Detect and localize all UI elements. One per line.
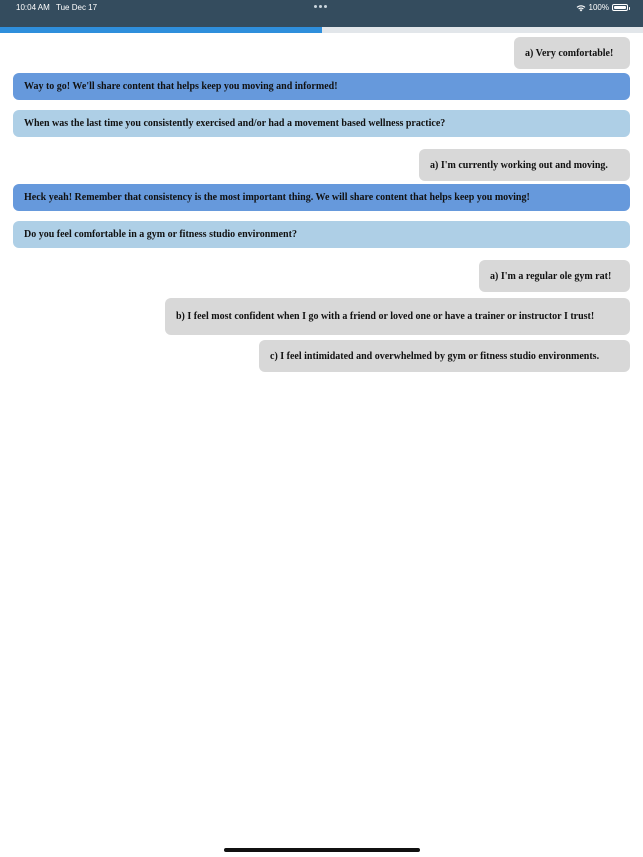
multitasking-dots-icon[interactable] xyxy=(314,3,327,8)
chat-message-text: a) I'm currently working out and moving. xyxy=(430,159,608,171)
home-indicator[interactable] xyxy=(224,848,420,852)
answer-option-a[interactable] xyxy=(479,260,630,292)
answer-option-c[interactable] xyxy=(259,340,630,372)
chat-message-text: When was the last time you consistently exercised and/or had a movement based wellness practice? xyxy=(24,118,446,129)
progress-bar xyxy=(0,27,643,33)
chat-message-reply xyxy=(13,184,630,211)
answer-option-text: c) I feel intimidated and overwhelmed by gym or fitness studio environments. xyxy=(270,350,600,362)
chat-message-response xyxy=(514,37,630,69)
chat-message-text: Do you feel comfortable in a gym or fitness studio environment? xyxy=(24,229,297,240)
chat-message-question xyxy=(13,221,630,248)
battery-icon xyxy=(612,4,628,11)
chat-message-response xyxy=(419,149,630,181)
chat-message-text: Way to go! We'll share content that helps keep you moving and informed! xyxy=(24,81,338,92)
status-time: 10:04 AM xyxy=(16,3,50,12)
battery-percent: 100% xyxy=(588,3,609,12)
status-bar xyxy=(0,0,643,27)
chat-message-question xyxy=(13,110,630,137)
answer-option-text: a) I'm a regular ole gym rat! xyxy=(490,270,612,282)
answer-option-text: b) I feel most confident when I go with a friend or loved one or have a trainer or instructor I trust! xyxy=(176,311,595,322)
chat-message-reply xyxy=(13,73,630,100)
progress-bar-fill xyxy=(0,27,322,33)
wifi-icon xyxy=(576,4,586,12)
answer-option-b[interactable] xyxy=(165,298,630,335)
status-right xyxy=(576,3,628,12)
status-date: Tue Dec 17 xyxy=(56,3,98,12)
chat-message-text: a) Very comfortable! xyxy=(525,47,614,59)
chat-message-text: Heck yeah! Remember that consistency is the most important thing. We will share content that helps keep you moving! xyxy=(24,192,530,203)
